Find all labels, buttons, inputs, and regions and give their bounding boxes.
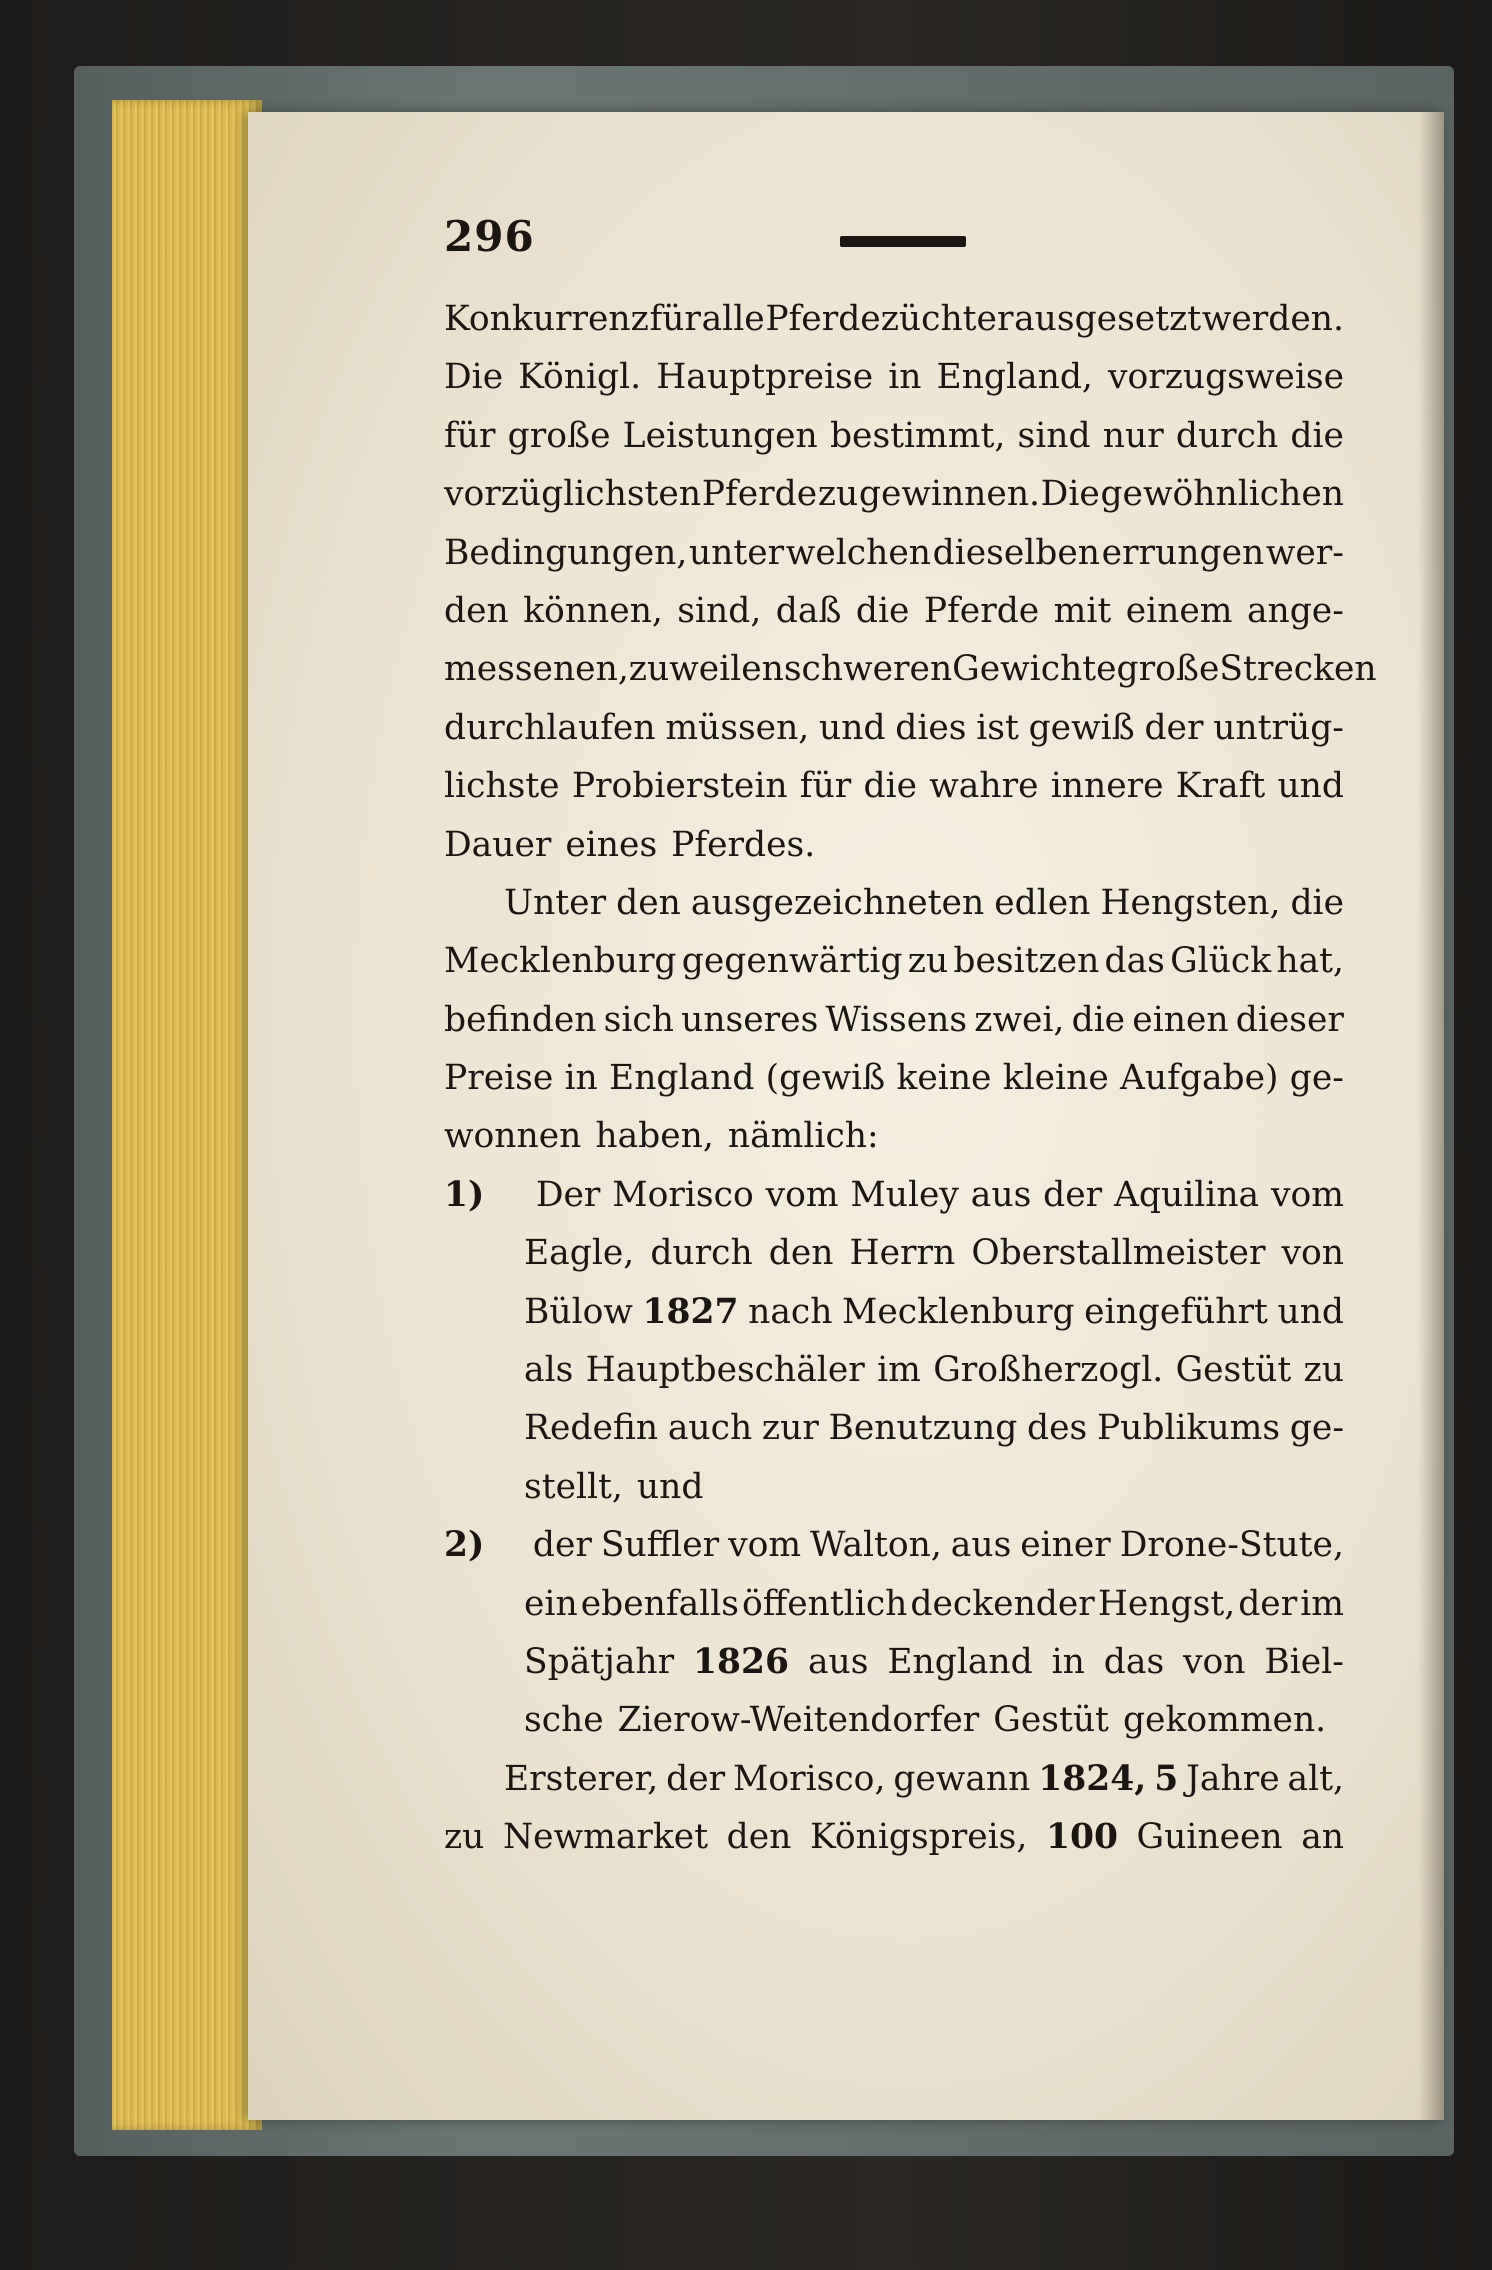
word: der	[666, 1758, 726, 1799]
word: Pferdezüchter	[765, 299, 1014, 339]
word: zu	[907, 941, 949, 982]
word: aus	[950, 1525, 1012, 1566]
word: gewöhnlichen	[1100, 474, 1344, 515]
word: eingeführt	[1084, 1291, 1268, 1332]
word: den	[444, 590, 509, 631]
word: ausgesetzt	[1014, 299, 1202, 339]
word: ein	[524, 1583, 578, 1624]
word: vom	[765, 1174, 839, 1215]
word: mit	[1053, 590, 1112, 631]
word: für	[799, 766, 852, 807]
text-line	[444, 1283, 1344, 1341]
word: vom	[1270, 1174, 1344, 1215]
word: ebenfalls	[580, 1583, 739, 1624]
page-gutter-shadow	[1418, 112, 1444, 2120]
word: lichste	[444, 766, 560, 807]
word: edlen	[994, 882, 1091, 923]
word: und	[1277, 1291, 1344, 1332]
word: ge-	[1289, 1408, 1344, 1449]
word: und	[819, 707, 886, 748]
word: sich	[603, 999, 674, 1040]
word: Walton,	[809, 1525, 942, 1566]
word: der	[1238, 1583, 1298, 1624]
word: zu	[444, 1817, 485, 1858]
word: Guineen	[1136, 1817, 1283, 1858]
word: auch	[667, 1408, 753, 1449]
word: Die	[444, 357, 504, 398]
word: schweren	[783, 649, 953, 690]
text-line	[444, 1750, 1344, 1808]
word: das	[1104, 941, 1165, 982]
word: durch	[650, 1233, 753, 1274]
word: können,	[523, 590, 663, 631]
word: deckender	[910, 1583, 1095, 1624]
word: 5	[1154, 1758, 1179, 1799]
word: vom	[728, 1525, 802, 1566]
text-line	[444, 757, 1344, 815]
word: unseres	[681, 999, 819, 1040]
text-line	[444, 290, 1344, 348]
word: Dauer	[444, 824, 552, 865]
word: sind	[1017, 415, 1091, 456]
word: der	[532, 1525, 592, 1566]
word: einer	[1020, 1525, 1111, 1566]
word: bestimmt,	[829, 415, 1006, 456]
word: die	[1290, 882, 1344, 923]
word: nach	[748, 1291, 833, 1332]
word: Hengsten,	[1100, 882, 1281, 923]
word: gewinnen.	[858, 474, 1040, 515]
word: Der	[535, 1174, 601, 1215]
word: als	[524, 1350, 574, 1391]
text-line	[444, 640, 1377, 698]
word: befinden	[444, 999, 597, 1040]
word: 1826	[693, 1641, 790, 1682]
text-line	[444, 407, 1344, 465]
word: sche	[524, 1700, 604, 1741]
word: vorzüglichsten	[444, 474, 702, 515]
word: Oberstallmeister	[971, 1233, 1266, 1274]
word: Benutzung	[828, 1408, 1018, 1449]
word: den	[616, 882, 681, 923]
word: vorzugsweise	[1107, 357, 1344, 398]
word: messenen,	[444, 649, 629, 690]
word: England,	[936, 357, 1093, 398]
word: Mecklenburg	[444, 941, 677, 982]
text-line	[444, 465, 1344, 523]
word: der	[1144, 707, 1204, 748]
word: Herrn	[849, 1233, 956, 1274]
word: Preise	[444, 1058, 554, 1099]
word: wer-	[1265, 532, 1344, 573]
word: dies	[895, 707, 967, 748]
word: nur	[1102, 415, 1164, 456]
word: große	[507, 415, 611, 456]
word: Bülow	[524, 1291, 633, 1332]
word: aus	[807, 1641, 869, 1682]
word: kleine	[1002, 1058, 1109, 1099]
text-line	[444, 1166, 1344, 1224]
word: Spätjahr	[524, 1641, 675, 1682]
word: Morisco,	[733, 1758, 886, 1799]
word: Hauptbeschäler	[585, 1350, 865, 1391]
text-line	[444, 1224, 1344, 1282]
text-line	[444, 1049, 1344, 1107]
word: Ersterer,	[504, 1758, 659, 1799]
text-line	[444, 1516, 1344, 1574]
word: Aufgabe)	[1119, 1058, 1279, 1099]
word: im	[1300, 1583, 1344, 1624]
text-line	[444, 1691, 1344, 1749]
word: England	[609, 1058, 755, 1099]
word: Gestüt	[993, 1700, 1109, 1741]
word: die	[855, 590, 910, 631]
word: 100	[1045, 1817, 1118, 1858]
word: innere	[1050, 766, 1164, 807]
word: Leistungen	[622, 415, 818, 456]
word: den	[768, 1233, 834, 1274]
text-line	[444, 991, 1344, 1049]
word: welchen	[785, 532, 931, 573]
word: in	[1051, 1641, 1085, 1682]
word: zu	[1303, 1350, 1344, 1391]
word: an	[1301, 1817, 1344, 1858]
word: Hengst,	[1097, 1583, 1236, 1624]
text-line	[444, 1399, 1344, 1457]
word: Publikums	[1096, 1408, 1281, 1449]
word: und	[1277, 766, 1344, 807]
word: errungen	[1101, 532, 1265, 573]
word: zwei,	[974, 999, 1065, 1040]
word: ist	[976, 707, 1019, 748]
text-line	[444, 1808, 1344, 1866]
word: Hauptpreise	[656, 357, 874, 398]
word: keine	[896, 1058, 992, 1099]
word: Königspreis,	[809, 1817, 1028, 1858]
word: Strecken	[1219, 649, 1377, 690]
word: öffentlich	[741, 1583, 908, 1624]
word: Eagle,	[524, 1233, 635, 1274]
word: Pferde	[923, 590, 1040, 631]
word: die	[1290, 415, 1344, 456]
word: Königl.	[518, 357, 642, 398]
word: stellt,	[524, 1466, 623, 1507]
word: untrüg-	[1213, 707, 1344, 748]
text-line	[444, 1107, 1344, 1165]
word: gewiß	[1028, 707, 1135, 748]
text-line	[444, 816, 1344, 874]
word: in	[564, 1058, 598, 1099]
word: im	[877, 1350, 921, 1391]
word: alle	[701, 299, 765, 339]
word: Suffler	[600, 1525, 720, 1566]
word: zuweilen	[628, 649, 784, 690]
word: Jahre	[1186, 1758, 1280, 1799]
word: durchlaufen	[444, 707, 656, 748]
word: 1827	[642, 1291, 739, 1332]
word: aus	[970, 1174, 1032, 1215]
word: von	[1281, 1233, 1344, 1274]
list-item-number: 2)	[444, 1525, 485, 1566]
text-line	[444, 348, 1344, 406]
word: Gewichte	[952, 649, 1117, 690]
word: Großherzogl.	[933, 1350, 1164, 1391]
word: dieselben	[932, 532, 1101, 573]
word: ge-	[1289, 1058, 1344, 1099]
word: in	[888, 357, 922, 398]
word: für	[444, 415, 496, 456]
word: Morisco	[612, 1174, 754, 1215]
word: unter	[688, 532, 785, 573]
word: ange-	[1246, 590, 1344, 631]
text-line	[444, 1341, 1344, 1399]
word: zur	[761, 1408, 819, 1449]
word: Die	[1040, 474, 1100, 515]
word: der	[1043, 1174, 1103, 1215]
text-line	[444, 874, 1344, 932]
word: Biel-	[1264, 1641, 1344, 1682]
list-item-number: 1)	[444, 1174, 485, 1215]
word: Newmarket	[502, 1817, 709, 1858]
word: die	[1071, 999, 1126, 1040]
text-line	[444, 524, 1344, 582]
word: besitzen	[953, 941, 1100, 982]
word: eines	[565, 824, 658, 865]
word: hat,	[1276, 941, 1344, 982]
word: 1824,	[1038, 1758, 1147, 1799]
text-line	[444, 1575, 1344, 1633]
word: Kraft	[1175, 766, 1266, 807]
word: Gestüt	[1175, 1350, 1292, 1391]
word: gegenwärtig	[681, 941, 903, 982]
word: Muley	[850, 1174, 959, 1215]
word: einen	[1132, 999, 1229, 1040]
word: wonnen	[444, 1116, 582, 1157]
text-line	[444, 1458, 1344, 1516]
word: haben,	[595, 1116, 714, 1157]
word: zu	[817, 474, 859, 515]
word: von	[1183, 1641, 1246, 1682]
word: Unter	[504, 882, 607, 923]
header-ornament-rule	[840, 236, 966, 247]
text-line	[444, 699, 1344, 757]
word: die	[863, 766, 918, 807]
book-page	[248, 112, 1444, 2120]
word: gekommen.	[1122, 1700, 1327, 1741]
word: wahre	[929, 766, 1039, 807]
word: Konkurrenz	[444, 299, 649, 339]
word: alt,	[1287, 1758, 1344, 1799]
word: gewann	[893, 1758, 1031, 1799]
gilt-page-edges	[112, 100, 262, 2130]
word: Wissens	[825, 999, 968, 1040]
word: den	[726, 1817, 792, 1858]
word: sind,	[677, 590, 762, 631]
word: Mecklenburg	[842, 1291, 1075, 1332]
word: (gewiß	[765, 1058, 886, 1099]
word: nämlich:	[727, 1116, 879, 1157]
word: und	[636, 1466, 704, 1507]
page-number: 296	[444, 212, 535, 261]
word: Pferdes.	[671, 824, 816, 865]
word: dieser	[1235, 999, 1344, 1040]
word: einem	[1125, 590, 1233, 631]
word: Drone-Stute,	[1119, 1525, 1344, 1566]
word: daß	[775, 590, 842, 631]
word: werden.	[1201, 299, 1344, 339]
word: des	[1027, 1408, 1088, 1449]
body-text	[444, 290, 1377, 1867]
text-line	[444, 582, 1344, 640]
word: Pferde	[701, 474, 818, 515]
word: Glück	[1170, 941, 1272, 982]
word: Aquilina	[1114, 1174, 1260, 1215]
word: Bedingungen,	[444, 532, 688, 573]
text-line	[444, 1633, 1344, 1691]
page-header	[444, 208, 1344, 278]
word: Zierow-Weitendorfer	[617, 1700, 980, 1741]
word: für	[649, 299, 701, 339]
text-line	[444, 932, 1344, 990]
word: ausgezeichneten	[690, 882, 985, 923]
word: große	[1116, 649, 1220, 690]
word: müssen,	[665, 707, 810, 748]
word: durch	[1175, 415, 1279, 456]
word: das	[1103, 1641, 1165, 1682]
word: Probierstein	[571, 766, 788, 807]
word: England	[887, 1641, 1033, 1682]
word: Redefin	[524, 1408, 659, 1449]
